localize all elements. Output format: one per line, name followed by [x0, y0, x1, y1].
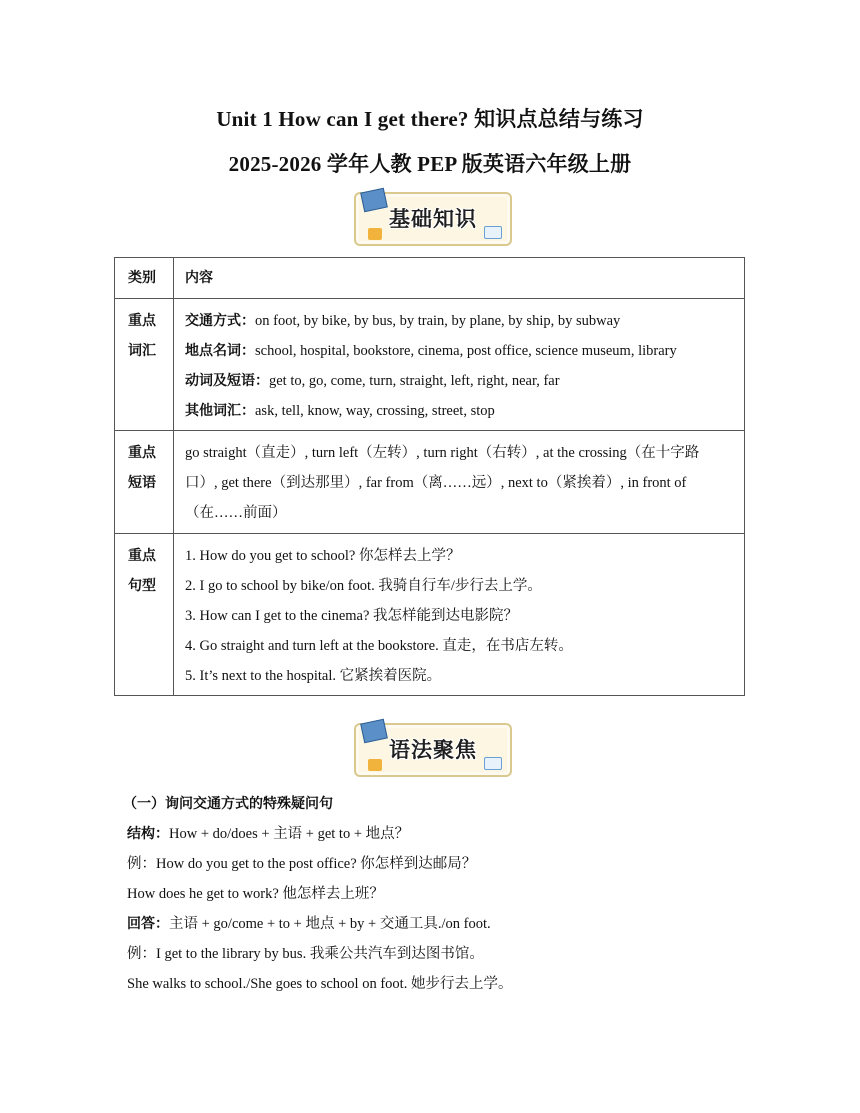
structure-text: How + do/does + 主语 + get to + 地点？: [169, 826, 410, 842]
table-header-row: [115, 258, 745, 299]
phrases-line: （在……前面）: [185, 505, 287, 521]
header-category: 类别: [128, 270, 156, 286]
grammar-example: 例：I get to the library by bus. 我乘公共汽车到达图书馆。: [127, 946, 484, 962]
sentence-item: 4. Go straight and turn left at the bookstore. 直走，在书店左转。: [185, 638, 573, 654]
category-vocab: [115, 299, 173, 366]
phrases-line: go straight（直走）, turn left（左转）, turn right（右转）, at the crossing（在十字路: [185, 445, 700, 461]
grammar-section: [123, 789, 757, 999]
sentences-content: [174, 534, 744, 691]
section-badge-basics: [354, 192, 512, 246]
header-content: 内容: [185, 270, 213, 286]
grammar-structure: [127, 819, 757, 849]
grammar-example: She walks to school./She goes to school on foot. 她步行去上学。: [127, 976, 513, 992]
vocab-line: [185, 396, 734, 426]
vocab-line: [185, 336, 734, 366]
table-row-phrases: [115, 431, 745, 534]
section-badge-grammar: [354, 723, 512, 777]
category-sentences: [115, 534, 173, 601]
answer-text: 主语 + go/come + to + 地点 + by + 交通工具./on foot.: [169, 916, 491, 932]
vocab-label: 地点名词：: [185, 343, 255, 359]
category-label: 重点: [128, 548, 156, 564]
answer-label: 回答：: [127, 916, 169, 932]
table-row-sentences: [115, 534, 745, 696]
vocab-text: on foot, by bike, by bus, by train, by plane, by ship, by subway: [255, 313, 621, 329]
document-title: Unit 1 How can I get there? 知识点总结与练习: [216, 107, 644, 131]
table-cell: [115, 299, 174, 431]
grammar-heading-text: （一）询问交通方式的特殊疑问句: [123, 796, 333, 812]
vocab-label: 交通方式：: [185, 313, 255, 329]
vocab-text: ask, tell, know, way, crossing, street, stop: [255, 403, 495, 419]
grammar-example: 例：How do you get to the post office? 你怎样到达邮局？: [127, 856, 477, 872]
phrases-content: [174, 431, 744, 528]
vocab-label: 动词及短语：: [185, 373, 269, 389]
table-header-cell: [174, 258, 745, 299]
grammar-example: How does he get to work? 他怎样去上班？: [127, 886, 384, 902]
vocab-label: 其他词汇：: [185, 403, 255, 419]
category-phrases: [115, 431, 173, 498]
structure-label: 结构：: [127, 826, 169, 842]
sentence-item: 1. How do you get to school? 你怎样去上学？: [185, 548, 461, 564]
table-header-cell: [115, 258, 174, 299]
grammar-heading: [123, 789, 757, 819]
vocab-line: [185, 366, 734, 396]
category-label: 重点: [128, 445, 156, 461]
vocab-content: [174, 299, 744, 426]
category-label: 句型: [128, 578, 156, 594]
phrases-line: 口）, get there（到达那里）, far from（离……远）, next to（紧挨着）, in front of: [185, 475, 687, 491]
table-cell: [174, 431, 745, 534]
sentence-item: 5. It’s next to the hospital. 它紧挨着医院。: [185, 668, 442, 684]
knowledge-table: [114, 257, 745, 696]
grammar-answer: [127, 909, 757, 939]
category-label: 词汇: [128, 343, 156, 359]
table-row-vocab: [115, 299, 745, 431]
document-subtitle: 2025-2026 学年人教 PEP 版英语六年级上册: [228, 152, 632, 176]
section-badge-label: 语法聚焦: [389, 738, 477, 762]
table-cell: [115, 431, 174, 534]
vocab-text: get to, go, come, turn, straight, left, right, near, far: [269, 373, 560, 389]
table-cell: [174, 534, 745, 696]
category-label: 重点: [128, 313, 156, 329]
sentence-item: 2. I go to school by bike/on foot. 我骑自行车/步行去上学。: [185, 578, 542, 594]
section-badge-label: 基础知识: [389, 207, 477, 231]
table-cell: [115, 534, 174, 696]
vocab-text: school, hospital, bookstore, cinema, post office, science museum, library: [255, 343, 677, 359]
sentence-item: 3. How can I get to the cinema? 我怎样能到达电影院？: [185, 608, 519, 624]
category-label: 短语: [128, 475, 156, 491]
vocab-line: [185, 306, 734, 336]
table-cell: [174, 299, 745, 431]
